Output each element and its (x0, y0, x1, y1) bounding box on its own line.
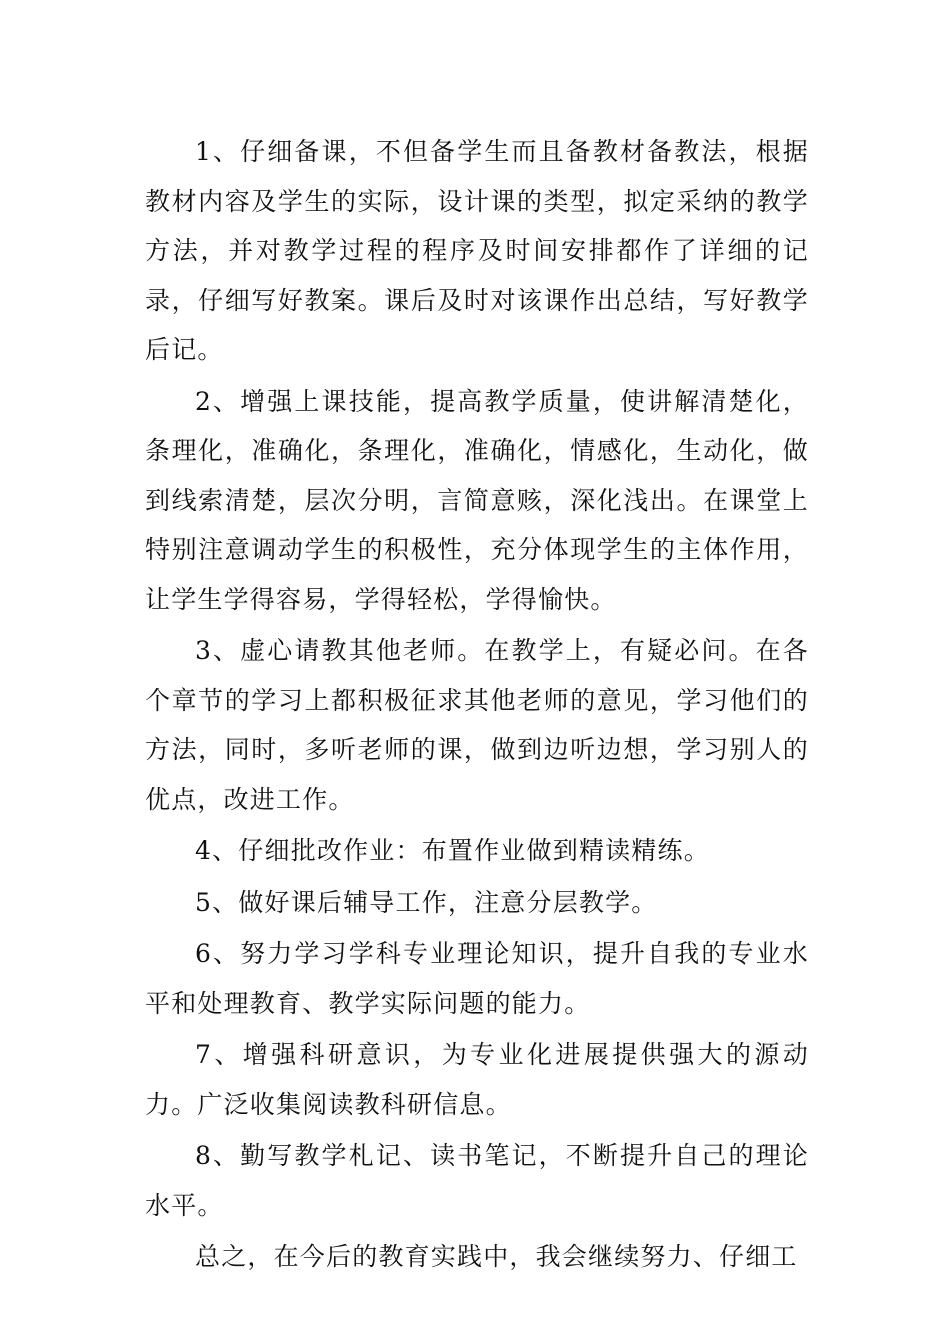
paragraph-4: 4、仔细批改作业：布置作业做到精读精练。 (195, 836, 710, 865)
paragraph-5: 5、做好课后辅导工作，注意分层教学。 (195, 887, 658, 917)
paragraph-7: 7、增强科研意识，为专业化进展提供强大的源动力。广泛收集阅读教科研信息。 (145, 1040, 809, 1119)
paragraph-3: 3、虚心请教其他老师。在教学上，有疑必问。在各个章节的学习上都积极征求其他老师的意见，学习他们的方法，同时，多听老师的课，做到边听边想，学习别人的优点，改进工作。 (145, 636, 809, 814)
paragraph-8: 8、勤写教学札记、读书笔记，不断提升自己的理论水平。 (145, 1141, 809, 1220)
paragraph-6: 6、努力学习学科专业理论知识，提升自我的专业水平和处理教育、教学实际问题的能力。 (145, 939, 809, 1018)
paragraph-summary: 总之，在今后的教育实践中，我会继续努力、仔细工 (195, 1242, 798, 1271)
paragraph-2: 2、增强上课技能，提高教学质量，使讲解清楚化，条理化，准确化，条理化，准确化，情感化，生动化，做到线索清楚，层次分明，言简意赅，深化浅出。在课堂上特别注意调动学生的积极性，充分体现学生的主体作用，让学生学得容易，学得轻松，学得愉快。 (145, 386, 809, 614)
document-body (145, 127, 809, 1284)
paragraph-1: 1、仔细备课，不但备学生而且备教材备教法，根据教材内容及学生的实际，设计课的类型，拟定采纳的教学方法，并对教学过程的程序及时间安排都作了详细的记录，仔细写好教案。课后及时对该课作出总结，写好教学后记。 (145, 137, 809, 364)
